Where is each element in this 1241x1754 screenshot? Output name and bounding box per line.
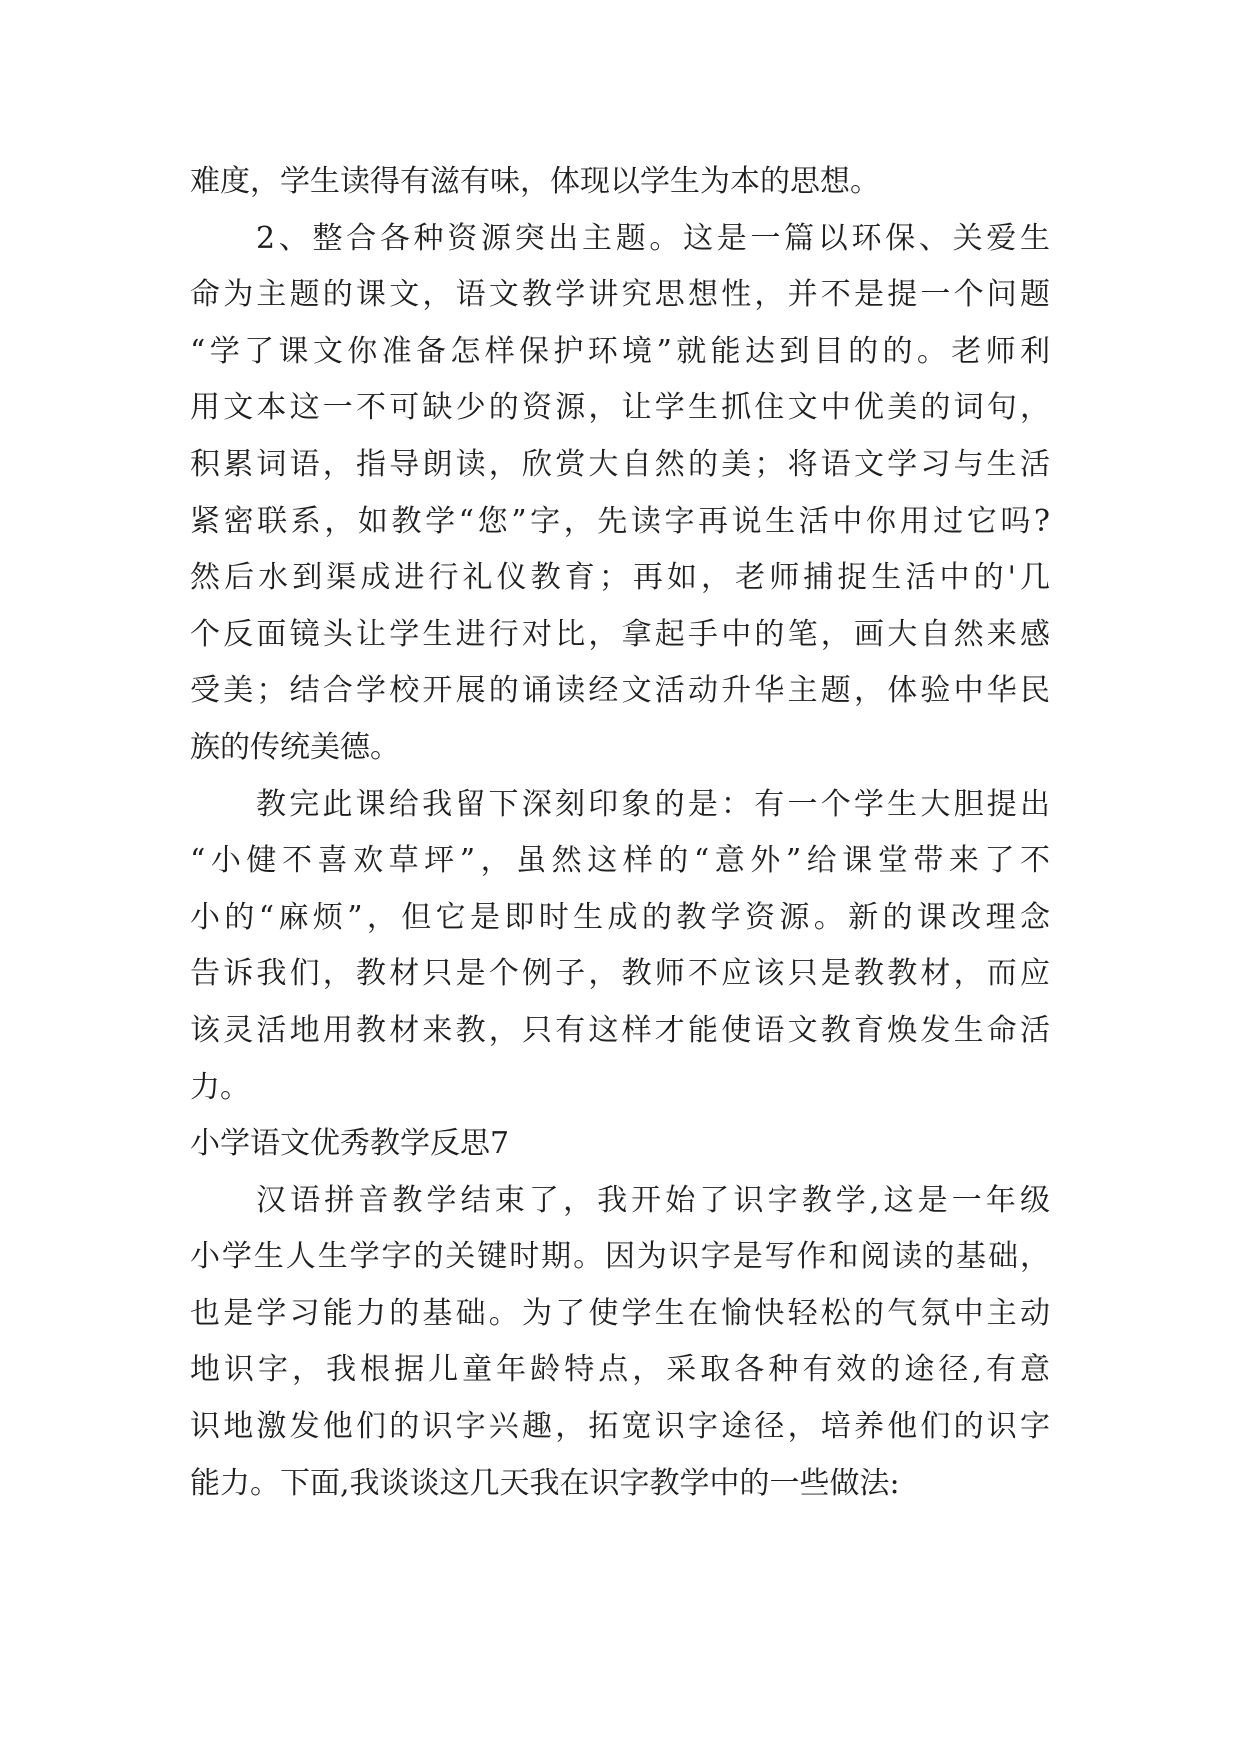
paragraph-line: 小学生人生学字的关键时期。因为识字是写作和阅读的基础， (190, 1239, 1050, 1275)
paragraph-line: 该灵活地用教材来教，只有这样才能使语文教育焕发生命活 (190, 1012, 1050, 1048)
paragraph-line: 命为主题的课文，语文教学讲究思想性，并不是提一个问题 (190, 277, 1050, 313)
paragraph-line: 地识字，我根据儿童年龄特点，采取各种有效的途径,有意 (190, 1352, 1050, 1388)
paragraph-line: 积累词语，指导朗读，欣赏大自然的美；将语文学习与生活 (190, 446, 1050, 482)
paragraph-line: “小健不喜欢草坪”，虽然这样的“意外”给课堂带来了不 (190, 843, 1050, 879)
paragraph-line: 难度，学生读得有滋有味，体现以学生为本的思想。 (190, 164, 880, 199)
paragraph-line: 用文本这一不可缺少的资源，让学生抓住文中优美的词句， (190, 390, 1050, 426)
paragraph-line: 力。 (190, 1069, 250, 1105)
paragraph-line: 族的传统美德。 (190, 729, 400, 765)
paragraph-line: 受美；结合学校开展的诵读经文活动升华主题，体验中华民 (190, 673, 1050, 709)
paragraph-line: 个反面镜头让学生进行对比，拿起手中的笔，画大自然来感 (190, 616, 1050, 652)
paragraph-line: 教完此课给我留下深刻印象的是：有一个学生大胆提出 (256, 786, 1050, 822)
paragraph-line: 告诉我们，教材只是个例子，教师不应该只是教教材，而应 (190, 956, 1050, 992)
section-heading: 小学语文优秀教学反思7 (190, 1126, 510, 1162)
document-body (190, 154, 1050, 1512)
paragraph-line: 能力。下面,我谈谈这几天我在识字教学中的一些做法: (190, 1465, 900, 1501)
paragraph-line: 然后水到渠成进行礼仪教育；再如，老师捕捉生活中的'几 (190, 560, 1050, 596)
paragraph-line: 也是学习能力的基础。为了使学生在愉快轻松的气氛中主动 (190, 1295, 1050, 1331)
paragraph-line: 汉语拼音教学结束了，我开始了识字教学,这是一年级 (256, 1182, 1050, 1218)
paragraph-line: 识地激发他们的识字兴趣，拓宽识字途径，培养他们的识字 (190, 1409, 1050, 1445)
paragraph-line: 紧密联系，如教学“您”字，先读字再说生活中你用过它吗? (190, 503, 1050, 539)
paragraph-line: “学了课文你准备怎样保护环境”就能达到目的的。老师利 (190, 333, 1050, 369)
paragraph-line: 小的“麻烦”，但它是即时生成的教学资源。新的课改理念 (190, 899, 1050, 935)
paragraph-line: 2、整合各种资源突出主题。这是一篇以环保、关爱生 (256, 220, 1050, 256)
